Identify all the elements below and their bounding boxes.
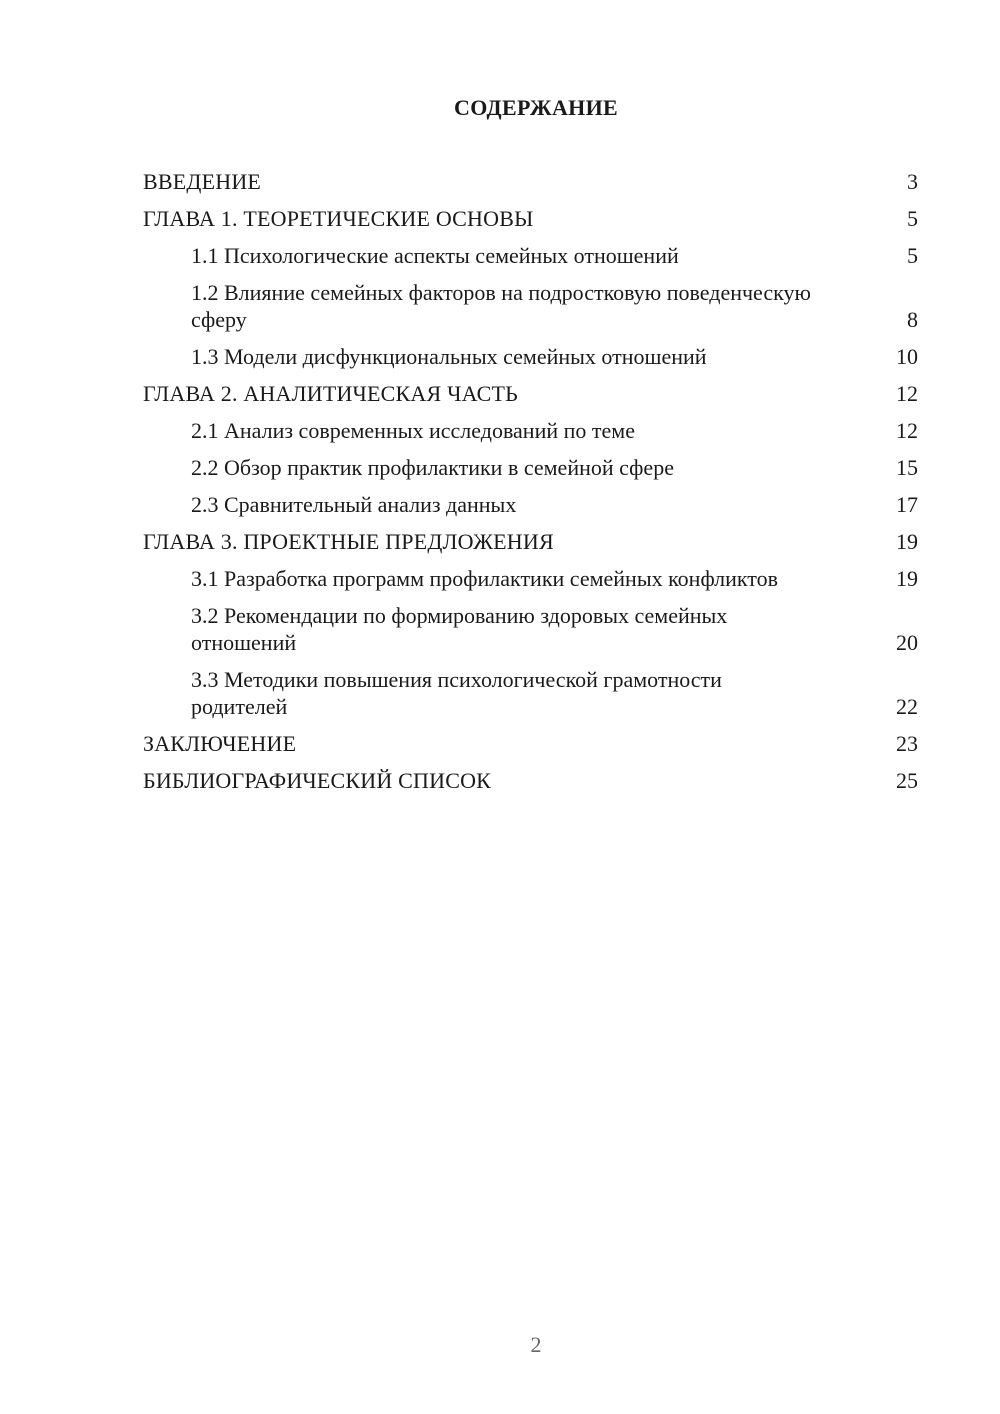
toc-entry-page: 12 [896, 381, 918, 406]
toc-entry-section-3-1 [143, 565, 918, 592]
toc-entry-page: 22 [896, 694, 918, 719]
toc-entry-section-1-1 [143, 242, 918, 269]
toc-entry-section-3-3 [143, 666, 918, 720]
toc-entry-page: 15 [896, 455, 918, 480]
toc-entry-text: ГЛАВА 2. АНАЛИТИЧЕСКАЯ ЧАСТЬ [143, 381, 518, 406]
toc-entry-bibliography [143, 767, 918, 794]
toc-entry-section-2-2 [143, 454, 918, 481]
toc-entry-text: 1.3 Модели дисфункциональных семейных отношений [191, 344, 707, 369]
toc-entry-page: 5 [907, 243, 918, 268]
toc-entry-text: 2.1 Анализ современных исследований по теме [191, 418, 635, 443]
toc-entry-text: ГЛАВА 3. ПРОЕКТНЫЕ ПРЕДЛОЖЕНИЯ [143, 529, 554, 554]
toc-entry-page: 12 [896, 418, 918, 443]
toc-entry-section-2-1 [143, 417, 918, 444]
toc-entry-text: 3.1 Разработка программ профилактики семейных конфликтов [191, 566, 779, 591]
toc-entry-section-2-3 [143, 491, 918, 518]
toc-entry-page: 5 [907, 206, 918, 231]
page-number: 2 [530, 1332, 542, 1357]
page-title: СОДЕРЖАНИЕ [454, 95, 618, 120]
toc-entry-chapter-1 [143, 205, 918, 232]
toc-entry-page: 19 [896, 566, 918, 591]
table-of-contents [143, 168, 918, 804]
toc-entry-conclusion [143, 730, 918, 757]
toc-entry-page: 19 [896, 529, 918, 554]
toc-entry-page: 10 [896, 344, 918, 369]
toc-entry-page: 8 [907, 307, 918, 332]
toc-entry-chapter-2 [143, 380, 918, 407]
toc-entry-text: 3.3 Методики повышения психологической грамотности родителей [191, 667, 722, 719]
toc-entry-introduction [143, 168, 918, 195]
toc-entry-text: 1.1 Психологические аспекты семейных отношений [191, 243, 679, 268]
toc-entry-text: 1.2 Влияние семейных факторов на подростковую поведенческую сферу [191, 280, 811, 332]
toc-entry-text: ЗАКЛЮЧЕНИЕ [143, 731, 297, 756]
toc-entry-page: 20 [896, 630, 918, 655]
toc-entry-section-3-2 [143, 602, 918, 656]
toc-entry-page: 25 [896, 768, 918, 793]
toc-entry-text: ГЛАВА 1. ТЕОРЕТИЧЕСКИЕ ОСНОВЫ [143, 206, 534, 231]
toc-entry-text: 3.2 Рекомендации по формированию здоровых семейных отношений [191, 603, 728, 655]
toc-entry-chapter-3 [143, 528, 918, 555]
toc-entry-page: 3 [907, 169, 918, 194]
toc-entry-page: 17 [896, 492, 918, 517]
toc-entry-text: 2.2 Обзор практик профилактики в семейной сфере [191, 455, 674, 480]
toc-entry-text: 2.3 Сравнительный анализ данных [191, 492, 517, 517]
toc-entry-section-1-3 [143, 343, 918, 370]
toc-entry-page: 23 [896, 731, 918, 756]
toc-entry-section-1-2 [143, 279, 918, 333]
toc-entry-text: БИБЛИОГРАФИЧЕСКИЙ СПИСОК [143, 768, 492, 793]
toc-entry-text: ВВЕДЕНИЕ [143, 169, 262, 194]
